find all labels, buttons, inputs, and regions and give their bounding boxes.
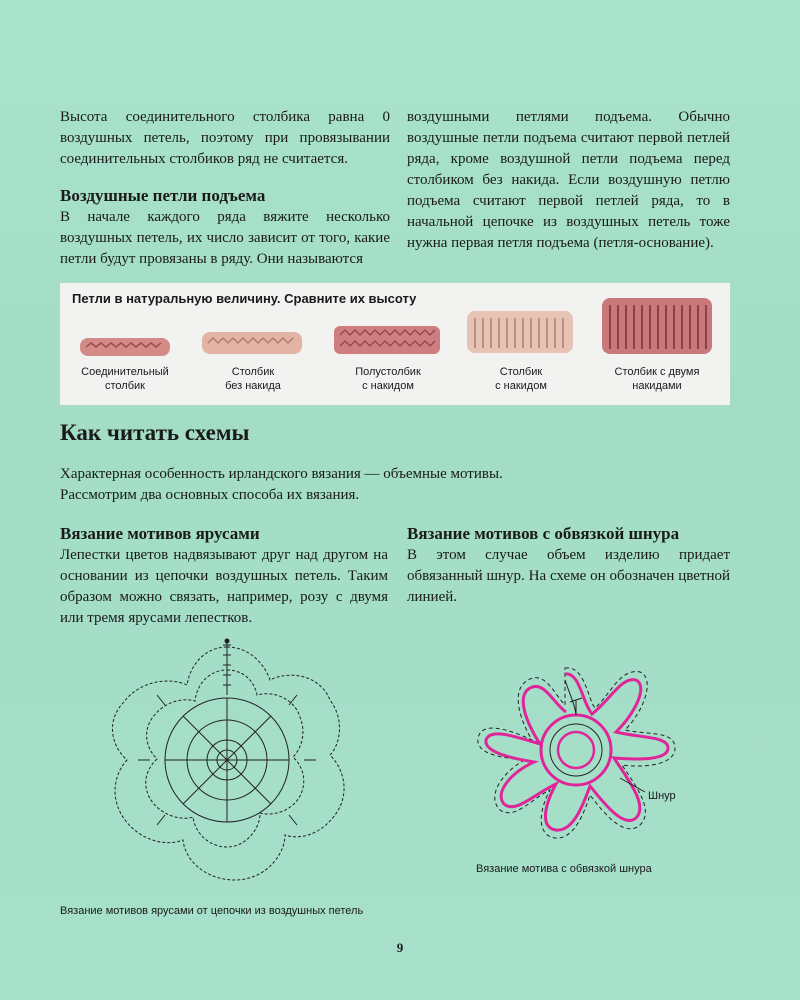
tiered-flower-diagram — [95, 635, 360, 890]
stitch-label-slip: Соединительный столбик — [81, 366, 169, 392]
stitch-label-treble: Столбик с двумя накидами — [614, 366, 700, 392]
page-number: 9 — [396, 940, 404, 955]
cord-diagram-caption: Вязание мотива с обвязкой шнура — [476, 863, 652, 875]
cord-label: Шнур — [648, 790, 676, 802]
stitch-photo-half-double — [332, 323, 444, 359]
stitch-comparison-panel — [60, 283, 730, 405]
tiered-motifs-paragraph: Лепестки цветов надвязывают друг над другом на основании из цепочки воздушных петель. Таким образом можно связать, например, розу с двумя или тремя ярусами лепестков. — [60, 547, 388, 626]
heading-cord-motifs: Вязание мотивов с обвязкой шнура — [407, 524, 680, 543]
turning-chains-paragraph: В начале каждого ряда вяжите несколько воздушных петель, их число зависит от того, какие петли будут провязаны в ряду. Они называются — [60, 209, 390, 267]
panel-title: Петли в натуральную величину. Сравните их высоту — [72, 291, 417, 306]
stitch-photo-slip — [78, 333, 173, 363]
heading-turning-chains: Воздушные петли подъема — [60, 186, 266, 205]
tiered-diagram-caption: Вязание мотивов ярусами от цепочки из воздушных петель — [60, 905, 364, 917]
section-title: Как читать схемы — [60, 420, 250, 445]
cord-motifs-paragraph: В этом случае объем изделию придает обвязанный шнур. На схеме он обозначен цветной линией. — [407, 547, 730, 605]
stitch-label-half-double: Полустолбик с накидом — [355, 366, 421, 392]
stitch-photo-single-crochet — [200, 328, 305, 360]
stitch-photo-treble-crochet — [600, 295, 715, 360]
intro-slip-stitch-paragraph: Высота соединительного столбика равна 0 воздушных петель, поэтому при провязывании соединительных столбиков ряд не считается. — [60, 109, 390, 167]
stitch-photo-double-crochet — [465, 308, 577, 358]
stitch-label-single: Столбик без накида — [225, 366, 281, 392]
turning-chains-continued: воздушными петлями подъема. Обычно воздушные петли подъема считают первой петлей ряда, кроме воздушной петли подъема перед столбиком без накида. Если воздушную петлю подъема считают первой петлей ряда, то в начальной цепочке из воздушных петель тоже нужна первая петля подъема (петля-основание). — [407, 109, 730, 251]
section-intro-line1: Характерная особенность ирландского вязания — объемные мотивы. — [60, 466, 503, 482]
heading-tiered-motifs: Вязание мотивов ярусами — [60, 524, 260, 543]
cord-motif-diagram — [470, 660, 685, 845]
cord-line — [486, 674, 668, 830]
stitch-label-double: Столбик с накидом — [495, 366, 547, 392]
section-intro-line2: Рассмотрим два основных способа их вязания. — [60, 487, 360, 503]
